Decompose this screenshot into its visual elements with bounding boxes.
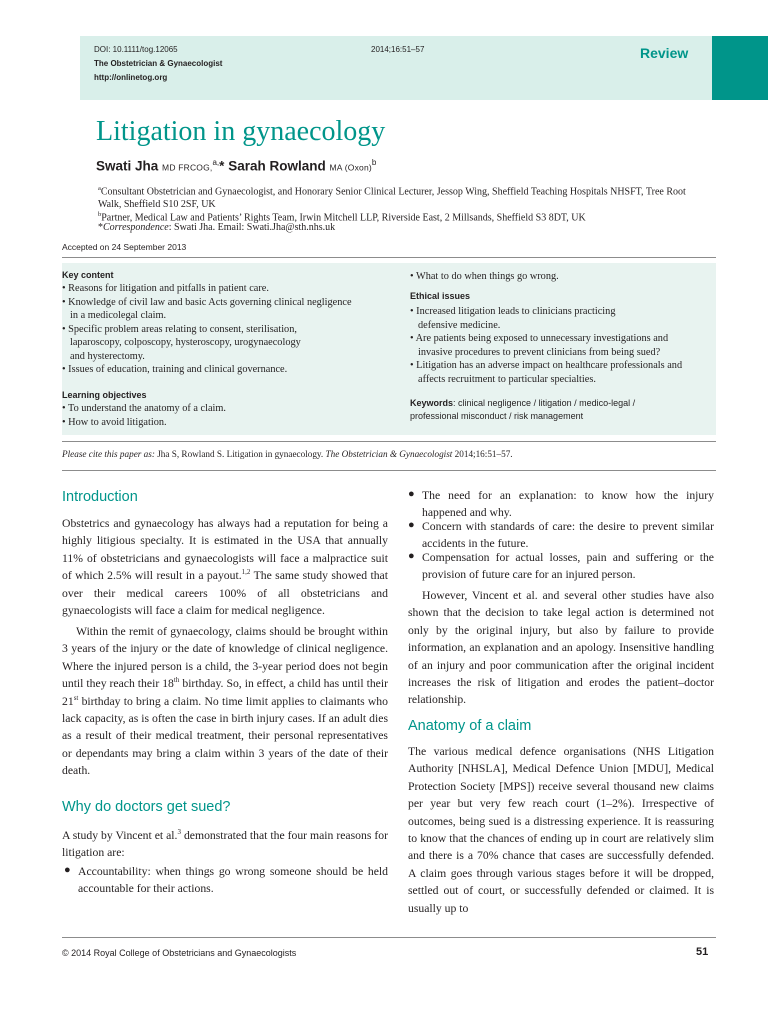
anatomy-heading: Anatomy of a claim [408,718,532,734]
doi: DOI: 10.1111/tog.12065 [94,45,178,54]
intro-paragraph-2 [62,623,388,780]
keywords [410,397,716,423]
box-divider [62,441,716,442]
learning-objectives-list [62,402,392,429]
reason-bullet-3: Concern with standards of care: the desire to prevent similar accidents in the future. [422,520,714,551]
ethical-issues-heading: Ethical issues [410,291,471,301]
why-sued-paragraph [62,827,388,862]
affiliation-b-line: Partner, Medical Law and Patients’ Rights Team, Irwin Mitchell LLP, Riverside East, 2 Millsands, Sheffield S3 8DT, UK [101,212,586,224]
ethical-issues-list [410,305,716,386]
cite-divider [62,470,716,471]
affiliation-a [98,182,716,211]
bullet-dot: ● [408,550,415,562]
journal-url[interactable]: http://onlinetog.org [94,73,168,82]
cite-line [62,449,513,459]
correspondence-text: : Swati Jha. Email: Swati.Jha@sth.nhs.uk [168,222,336,233]
cite-main: Jha S, Rowland S. Litigation in gynaecology. [157,449,326,459]
why-p-text-a: A study by Vincent et al. [62,829,178,842]
article-title: Litigation in gynaecology [96,116,386,147]
footer-copyright: © 2014 Royal College of Obstetricians and Gynaecologists [62,948,297,958]
keywords-line2: professional misconduct / risk management [410,411,584,421]
reason-bullet-4: Compensation for actual losses, pain and suffering or the provision of future care for an injured person. [422,551,714,582]
correspondence-label: Correspondence [103,222,169,233]
intro-paragraph-1 [62,515,388,619]
why-sued-heading: Why do doctors get sued? [62,799,231,815]
bullet-dot: ● [408,519,415,531]
citation-volume: 2014;16:51–57 [371,45,425,54]
key-item: • Specific problem areas relating to consent, sterilisation, [62,323,297,335]
ethical-item: affects recruitment to particular specialties. [418,373,596,385]
key-content-list [62,282,392,377]
keywords-line1: : clinical negligence / litigation / medico-legal / [453,398,636,408]
author2-name: Sarah Rowland [228,158,326,174]
keywords-label: Keywords [410,398,454,408]
ethical-item: invasive procedures to prevent clinicians from being sued? [418,346,661,358]
why-p-text-b: demonstrated that the four main reasons for litigation are: [62,829,388,860]
key-item-right: • What to do when things go wrong. [410,271,559,282]
learning-item: • How to avoid litigation. [62,416,167,428]
cite-prefix: Please cite this paper as: [62,449,158,459]
introduction-heading: Introduction [62,489,138,505]
ethical-item: • Litigation has an adverse impact on healthcare professionals and [410,360,683,371]
intro-p1-text-b: The same study showed that over their medical careers 100% of all obstetricians and gynaecologists will face a claim for medical negligence. [62,569,388,618]
journal-name: The Obstetrician & Gynaecologist [94,59,223,68]
affiliation-a-line2: Walk, Sheffield S10 2SF, UK [98,199,216,211]
intro-p1-ref: 1,2 [241,568,251,577]
bullet-dot: ● [64,864,71,876]
section-label: Review [640,45,689,61]
ethical-item: defensive medicine. [418,319,501,331]
author1-degrees: MD FRCOG, [162,162,213,173]
key-item: in a medicolegal claim. [70,310,167,321]
intro-p1-text-a: Obstetrics and gynaecology has always had a reputation for being a highly litigious specialty. It is estimated in the USA that annually 11% of obstetricians and gynaecologists will face a malpractice suit of which 2.5% will result in a payout. [62,517,388,583]
affiliation-a-line1: Consultant Obstetrician and Gynaecologist, and Honorary Senior Clinical Lecturer, Jessop Wing, Sheffield Teaching Hospitals NHSFT, Tree Root [100,186,686,198]
anatomy-paragraph: The various medical defence organisations (NHS Litigation Authority [NHSLA], Medical Defence Union [MDU], Medical Protection Society [MPS]) receive several thousand new claims per year but very few reach court (1–2%). Irrespective of outcomes, being sued is a distressing experience. It is reassuring to know that the chances of ending up in court are relatively slim and there is a 70% chance that cases are successfully defended. A claim goes through various stages before it will be dropped, settled out of court, or successfully defended or claimed. It is usually up to [408,745,714,915]
accepted-date: Accepted on 24 September 2013 [62,242,187,252]
correspondence [98,221,716,234]
reason-bullet-2: The need for an explanation: to know how the injury happened and why. [422,489,714,520]
cite-journal: The Obstetrician & Gynaecologist [325,449,453,459]
author1-name: Swati Jha [96,158,159,174]
ethical-item: • Increased litigation leads to clinicians practicing [410,306,616,317]
intro-p2-sup-st: st [73,693,79,702]
header-divider [62,257,716,258]
learning-objectives-heading: Learning objectives [62,390,147,400]
intro-p2-sup-th: th [173,676,180,685]
key-item: • Knowledge of civil law and basic Acts governing clinical negligence [62,296,352,308]
affiliation-a-sup: a [98,185,101,192]
affiliation-b-sup: b [98,211,102,218]
author2-affil-sup: b [371,158,377,167]
correspondence-star: * [98,222,103,233]
author-line [96,158,376,174]
header-accent-strip [712,36,768,100]
key-item: and hysterectomy. [70,350,145,362]
author1-corresponding: * [219,158,225,174]
why-p-ref: 3 [177,828,181,837]
key-item: • Issues of education, training and clinical governance. [62,364,288,375]
learning-item: • To understand the anatomy of a claim. [62,403,226,414]
key-item: laparoscopy, colposcopy, hysteroscopy, urogynaecology [70,337,301,348]
author2-degrees: MA (Oxon) [329,162,372,173]
cite-tail: 2014;16:51–57. [452,449,513,459]
bullet-dot: ● [408,488,415,500]
footer-divider [62,937,716,938]
intro-p2-text-b: birthday. So, in effect, a child has until their 21 [62,677,388,708]
author1-affil-sup: a, [212,158,220,167]
right-paragraph-1: However, Vincent et al. and several other studies have also shown that the decision to take legal action is determined not only by the original injury, but also by failure to provide information, an explanation and an apology. Insensitive handling of an injury and poor communication after the original incident increases the risk of litigation and erodes the patient–doctor relationship. [408,589,714,707]
key-content-heading: Key content [62,270,114,280]
key-item: • Reasons for litigation and pitfalls in patient care. [62,283,269,294]
reason-bullet-1: Accountability: when things go wrong someone should be held accountable for their actions. [78,865,388,896]
ethical-item: • Are patients being exposed to unnecessary investigations and [410,333,669,344]
intro-p2-text-a: Within the remit of gynaecology, claims should be brought within 3 years of the injury or the date of knowledge of clinical negligence. Where the injured person is a child, the 3-year period does not begin until they reach their 18 [62,625,388,691]
page-number: 51 [696,946,709,958]
intro-p2-text-c: birthday to bring a claim. No time limit applies to claimants who lack capacity, as is often the case in birth injury cases. If an adult dies as a result of their medical treatment, their personal representatives or dependants may bring a claim within 3 years of the date of their death. [62,694,388,778]
